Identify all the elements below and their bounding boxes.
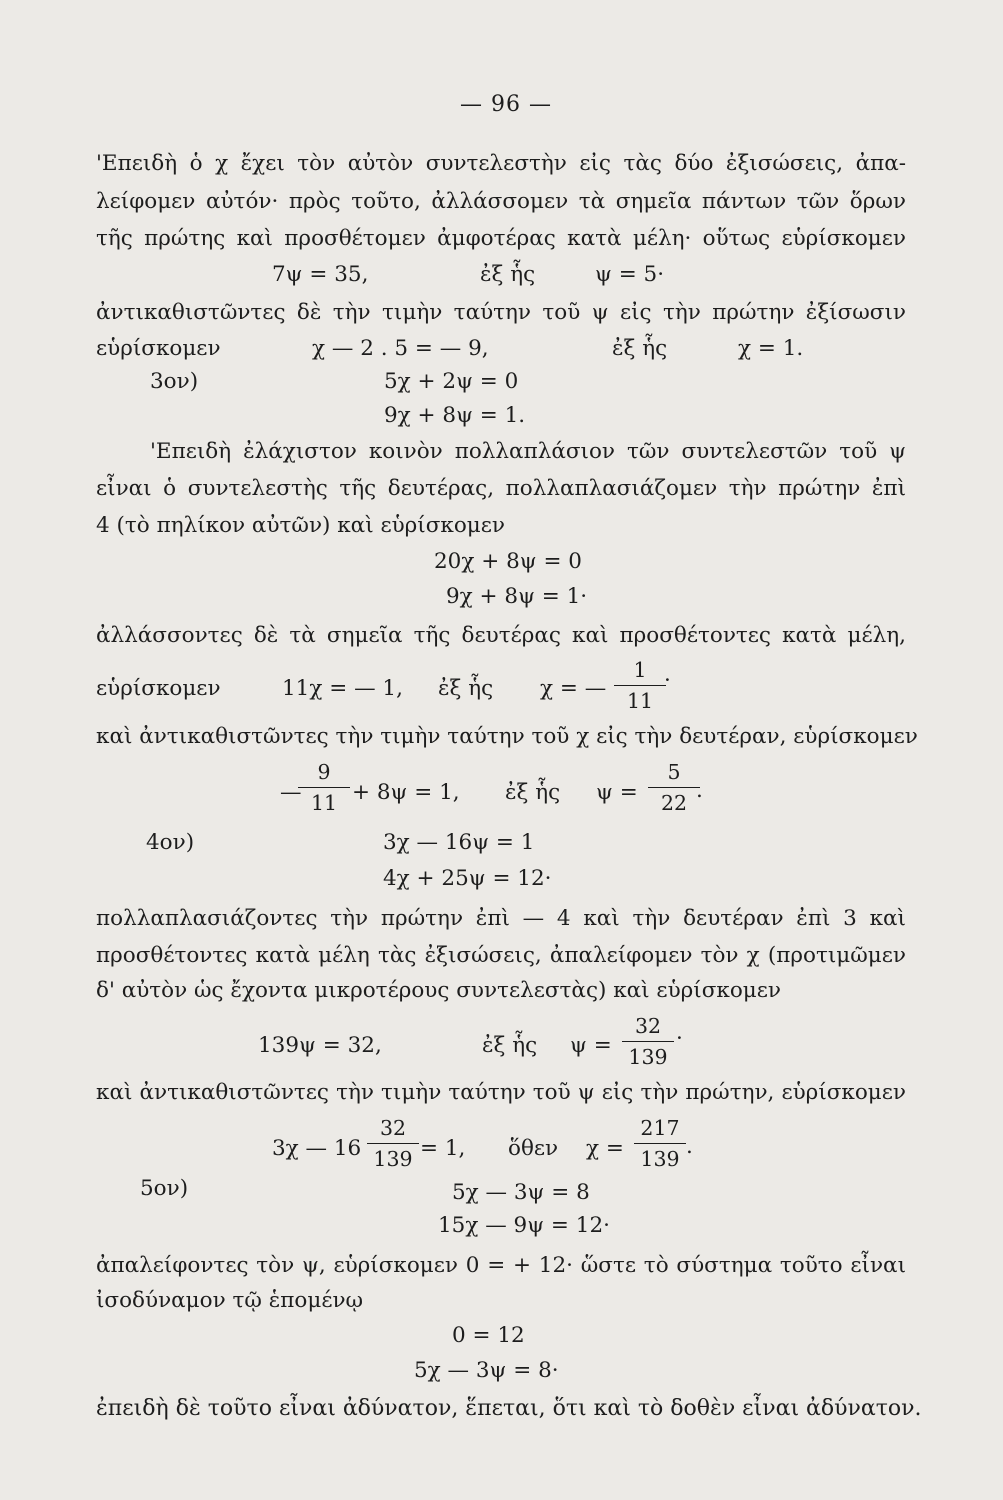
equation-3d-rhs: ψ = <box>596 780 638 805</box>
substitution-line-1: ἀντικαθιστῶντες δὲ τὴν τιμὴν ταύτην τοῦ ψ εἰς τὴν πρώτην ἐξίσωσιν <box>96 300 906 325</box>
paragraph-4-line-3: δ' αὐτὸν ὡς ἔχοντα μικροτέρους συντελεστὰς) καὶ εὑρίσκομεν <box>96 978 781 1003</box>
equation-7psi-result: ψ = 5· <box>595 262 665 287</box>
paragraph-5-line-2: ἰσοδύναμον τῷ ἑπομένῳ <box>96 1288 364 1313</box>
equation-7psi-from-which: ἐξ ἧς <box>480 262 536 287</box>
fraction-denominator: 22 <box>660 790 688 815</box>
system-3-label: 3ον) <box>150 369 199 394</box>
paragraph-1-line-2: λείφομεν αὐτόν· πρὸς τοῦτο, ἀλλάσσομεν τὰ σημεῖα πάντων τῶν ὅρων <box>96 189 906 214</box>
fraction-bar <box>634 1143 686 1144</box>
equation-x-result: χ = 1. <box>738 336 804 361</box>
equation-3b: 9χ + 8ψ = 1· <box>446 584 588 609</box>
equation-3d-end: . <box>696 778 703 803</box>
paragraph-1-line-3: τῆς πρώτης καὶ προσθέτομεν ἀμφοτέρας κατὰ μέλη· οὕτως εὑρίσκομεν <box>96 226 906 251</box>
equation-11x-rhs: χ = — <box>540 676 607 701</box>
system-4-equation-1: 3χ — 16ψ = 1 <box>383 830 535 855</box>
fraction-32-over-139-b <box>367 1118 419 1169</box>
page-number: — 96 — <box>460 92 552 117</box>
equation-5a: 0 = 12 <box>452 1323 525 1348</box>
fraction-numerator: 32 <box>379 1116 407 1140</box>
equation-139psi-from-which: ἐξ ἧς <box>482 1033 538 1058</box>
fraction-bar <box>622 1041 674 1042</box>
equation-11x-lead: εὑρίσκομεν <box>96 676 221 701</box>
fraction-numerator: 1 <box>633 658 647 682</box>
fraction-denominator: 139 <box>373 1146 413 1171</box>
equation-x-from-which: ἐξ ἧς <box>612 336 668 361</box>
paragraph-1-line-1: 'Επειδὴ ὁ χ ἔχει τὸν αὐτὸν συντελεστὴν εἰς τὰς δύο ἐξισώσεις, ἀπα- <box>96 151 906 176</box>
fraction-denominator: 11 <box>626 688 654 713</box>
alternating-signs-line: ἀλλάσσοντες δὲ τὰ σημεῖα τῆς δευτέρας καὶ προσθέτοντες κατὰ μέλη, <box>96 623 906 648</box>
substitution-line-3: καὶ ἀντικαθιστῶντες τὴν τιμὴν ταύτην τοῦ χ εἰς τὴν δευτέραν, εὑρίσκομεν <box>96 724 918 749</box>
equation-11x-end: · <box>664 668 671 693</box>
system-5-equation-1: 5χ — 3ψ = 8 <box>452 1180 590 1205</box>
system-5-equation-2: 15χ — 9ψ = 12· <box>438 1213 610 1238</box>
fraction-bar <box>367 1143 419 1144</box>
paragraph-4-line-2: προσθέτοντες κατὰ μέλη τὰς ἐξισώσεις, ἀπαλείφομεν τὸν χ (προτιμῶμεν <box>96 943 906 968</box>
equation-4b-whence: ὅθεν <box>508 1136 559 1161</box>
equation-4b-lhs: 3χ — 16 <box>272 1136 362 1161</box>
equation-4b-end: . <box>686 1134 693 1159</box>
fraction-denominator: 139 <box>628 1044 668 1069</box>
equation-5b: 5χ — 3ψ = 8· <box>414 1358 559 1383</box>
paragraph-3-line-3: 4 (τὸ πηλίκον αὐτῶν) καὶ εὑρίσκομεν <box>96 513 505 538</box>
fraction-217-over-139 <box>634 1118 686 1169</box>
system-4-label: 4ον) <box>146 830 195 855</box>
fraction-bar <box>298 787 350 788</box>
system-3-equation-1: 5χ + 2ψ = 0 <box>384 369 519 394</box>
equation-7psi-lhs: 7ψ = 35, <box>272 262 369 287</box>
fraction-numerator: 217 <box>640 1116 680 1140</box>
fraction-denominator: 139 <box>640 1146 680 1171</box>
equation-x-lead: εὑρίσκομεν <box>96 336 221 361</box>
equation-3d-from-which: ἐξ ἧς <box>505 780 561 805</box>
paragraph-5-line-1: ἀπαλείφοντες τὸν ψ, εὑρίσκομεν 0 = + 12· ὥστε τὸ σύστημα τοῦτο εἶναι <box>96 1253 906 1278</box>
paragraph-3-line-1: 'Επειδὴ ἐλάχιστον κοινὸν πολλαπλάσιον τῶν συντελεστῶν τοῦ ψ <box>150 439 906 464</box>
paragraph-3-line-2: εἶναι ὁ συντελεστὴς τῆς δευτέρας, πολλαπλασιάζομεν τὴν πρώτην ἐπὶ <box>96 476 906 501</box>
fraction-32-over-139 <box>622 1016 674 1067</box>
equation-3a: 20χ + 8ψ = 0 <box>434 549 582 574</box>
equation-139psi-rhs: ψ = <box>570 1033 612 1058</box>
equation-139psi-lhs: 139ψ = 32, <box>258 1033 382 1058</box>
fraction-numerator: 9 <box>317 760 331 784</box>
equation-4b-equals: = 1, <box>420 1136 466 1161</box>
equation-11x-lhs: 11χ = — 1, <box>282 676 403 701</box>
system-3-equation-2: 9χ + 8ψ = 1. <box>384 403 526 428</box>
equation-4b-rhs: χ = <box>586 1136 624 1161</box>
fraction-numerator: 32 <box>634 1014 662 1038</box>
fraction-denominator: 11 <box>310 790 338 815</box>
final-line: ἐπειδὴ δὲ τοῦτο εἶναι ἀδύνατον, ἕπεται, ὅτι καὶ τὸ δοθὲν εἶναι ἀδύνατον. <box>96 1396 922 1421</box>
equation-3d-sign: — <box>280 780 302 805</box>
substitution-line-4: καὶ ἀντικαθιστῶντες τὴν τιμὴν ταύτην τοῦ ψ εἰς τὴν πρώτην, εὑρίσκομεν <box>96 1080 906 1105</box>
fraction-1-over-11 <box>614 660 666 711</box>
equation-x-lhs: χ — 2 . 5 = — 9, <box>312 336 489 361</box>
fraction-bar <box>614 685 666 686</box>
system-5-label: 5ον) <box>140 1176 189 1201</box>
equation-139psi-end: · <box>676 1026 683 1051</box>
equation-3d-lhs: + 8ψ = 1, <box>352 780 460 805</box>
fraction-5-over-22 <box>648 762 700 813</box>
paragraph-4-line-1: πολλαπλασιάζοντες τὴν πρώτην ἐπὶ — 4 καὶ τὴν δευτέραν ἐπὶ 3 καὶ <box>96 906 906 931</box>
fraction-numerator: 5 <box>667 760 681 784</box>
equation-11x-from-which: ἐξ ἧς <box>438 676 494 701</box>
system-4-equation-2: 4χ + 25ψ = 12· <box>383 866 552 891</box>
fraction-bar <box>648 787 700 788</box>
fraction-9-over-11 <box>298 762 350 813</box>
